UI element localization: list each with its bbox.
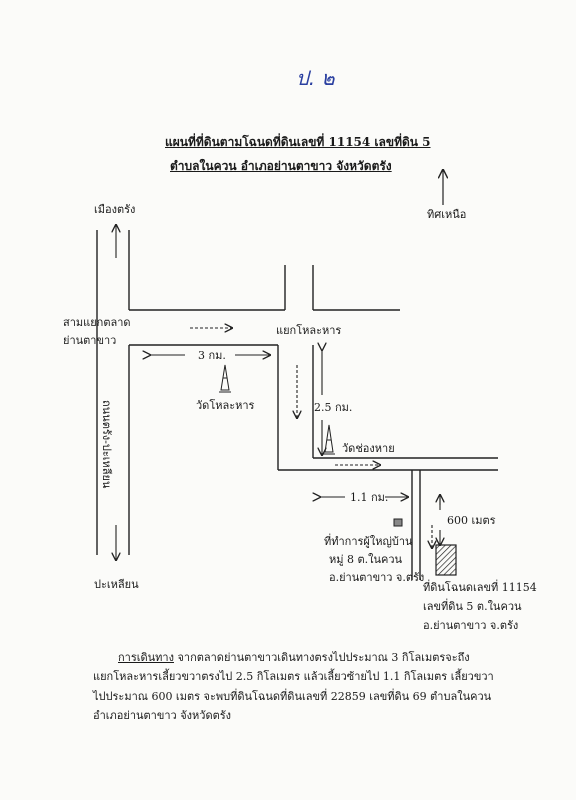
distance-3km-label: 3 กม. xyxy=(198,349,226,362)
directions-line-1 xyxy=(93,648,494,667)
junction-left-label-2: ย่านตาขาว xyxy=(63,334,117,347)
land-parcel xyxy=(436,545,456,575)
land-road xyxy=(412,470,420,580)
main-road xyxy=(97,230,129,555)
directions-block xyxy=(93,648,494,725)
directions-line-4: อำเภอย่านตาขาว จังหวัดตรัง xyxy=(93,708,232,722)
office-marker xyxy=(394,519,402,526)
junction-stub xyxy=(285,265,400,310)
distance-600m-label: 600 เมตร xyxy=(447,514,496,527)
to-palian-label: ปะเหลียน xyxy=(94,578,139,591)
distance-1-1km-label: 1.1 กม. xyxy=(350,491,389,504)
directions-line-3: ไปประมาณ 600 เมตร จะพบที่ดินโฉนดที่ดินเลขที่ 22859 เลขที่ดิน 69 ตำบลในควน xyxy=(93,689,492,703)
temple-1-label: วัดโหละหาร xyxy=(196,399,255,412)
land-label-3: อ.ย่านตาขาว จ.ตรัง xyxy=(423,619,519,632)
north-label: ทิศเหนือ xyxy=(427,208,467,221)
map-title-line-1: แผนที่ที่ดินตามโฉนดที่ดินเลขที่ 11154 เลขที่ดิน 5 xyxy=(165,135,431,149)
page-mark: ป. ๒ xyxy=(296,66,335,90)
temple-2-label: วัดช่องหาย xyxy=(342,442,395,455)
route-arrows xyxy=(190,328,432,548)
road-name-label: ถนนตรัง-ปะเหลียน xyxy=(100,400,113,489)
office-label-3: อ.ย่านตาขาว จ.ตรัง xyxy=(329,571,425,584)
junction-left-label-1: สามแยกตลาด xyxy=(63,316,131,329)
temple-icon-1 xyxy=(219,365,231,392)
map-title-line-2: ตำบลในควน อำเภอย่านตาขาว จังหวัดตรัง xyxy=(170,159,392,173)
office-label-1: ที่ทำการผู้ใหญ่บ้าน xyxy=(324,535,413,548)
office-label-2: หมู่ 8 ต.ในควน xyxy=(329,553,403,566)
temple-icon-2 xyxy=(323,425,335,454)
directions-text-1: จากตลาดย่านตาขาวเดินทางตรงไปประมาณ 3 กิโลเมตรจะถึง xyxy=(177,651,470,664)
distance-2-5km-label: 2.5 กม. xyxy=(314,401,353,414)
junction-right-label: แยกโหละหาร xyxy=(276,324,342,337)
land-label-1: ที่ดินโฉนดเลขที่ 11154 xyxy=(423,581,537,594)
to-trang-label: เมืองตรัง xyxy=(94,203,136,216)
land-label-2: เลขที่ดิน 5 ต.ในควน xyxy=(423,600,522,613)
directions-heading: การเดินทาง xyxy=(118,651,174,664)
directions-line-2: แยกโหละหารเลี้ยวขวาตรงไป 2.5 กิโลเมตร แล้วเลี้ยวซ้ายไป 1.1 กิโลเมตร เลี้ยวขวา xyxy=(93,670,494,684)
